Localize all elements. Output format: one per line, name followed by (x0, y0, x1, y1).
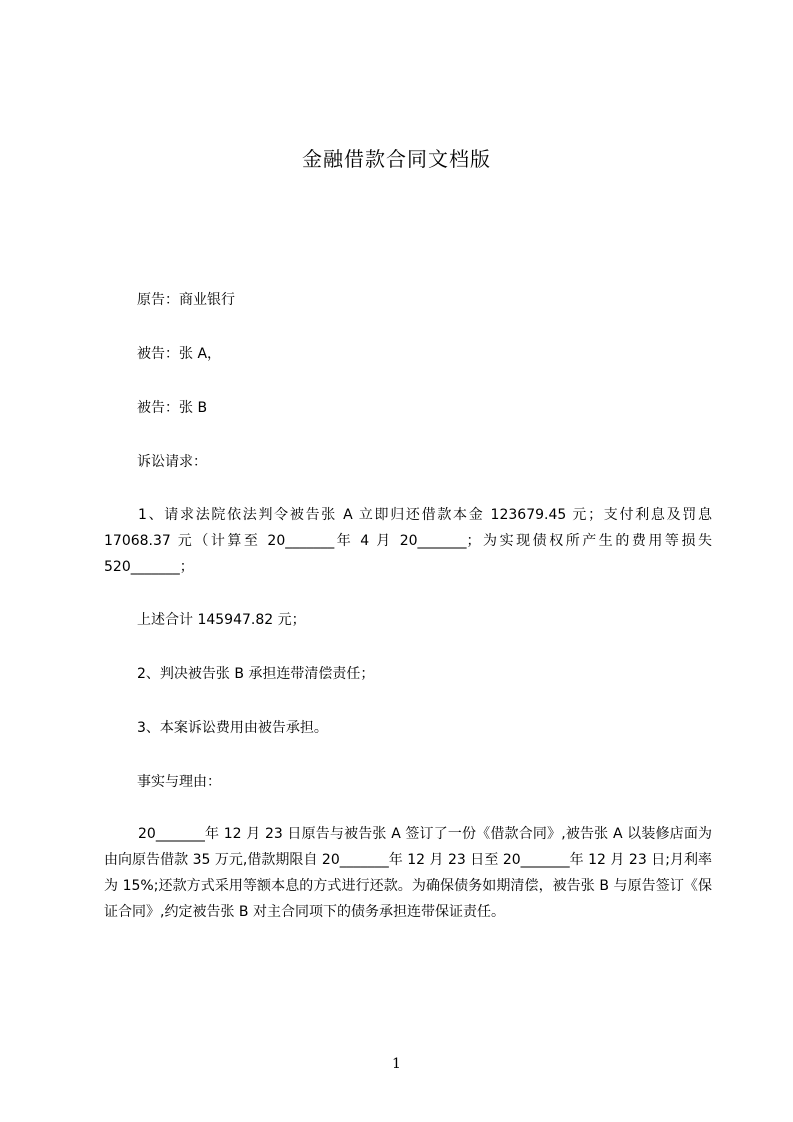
total-line: 上述合计 145947.82 元； (137, 612, 306, 628)
claim-1-paragraph: 1、请求法院依法判令被告张 A 立即归还借款本金 123679.45 元；支付利息及罚息 17068.37 元（计算至 20_______年 4 月 20_______；为实现债权所产生的费用等损失 520_______； (104, 507, 712, 575)
facts-heading: 事实与理由： (137, 774, 221, 790)
claims-heading: 诉讼请求： (137, 454, 207, 470)
defendant-b-line: 被告：张 B (137, 400, 208, 416)
claim-2-line: 2、判决被告张 B 承担连带清偿责任； (137, 666, 375, 682)
defendant-a-line: 被告：张 A， (137, 346, 222, 362)
page-number: 1 (392, 1056, 401, 1072)
plaintiff-line: 原告：商业银行 (137, 292, 235, 308)
facts-paragraph: 20_______年 12 月 23 日原告与被告张 A 签订了一份《借款合同》,被告张 A 以装修店面为由向原告借款 35 万元,借款期限自 20_______年 12 月 23 日至 20_______年 12 月 23 日;月利率为 15%;还款方式采用等额本息的方式进行还款。为确保债务如期清偿，被告张 B 与原告签订《保证合同》,约定被告张 B 对主合同项下的债务承担连带保证责任。 (104, 826, 712, 920)
page-title: 金融借款合同文档版 (302, 147, 491, 171)
claim-3-line: 3、本案诉讼费用由被告承担。 (137, 720, 328, 736)
